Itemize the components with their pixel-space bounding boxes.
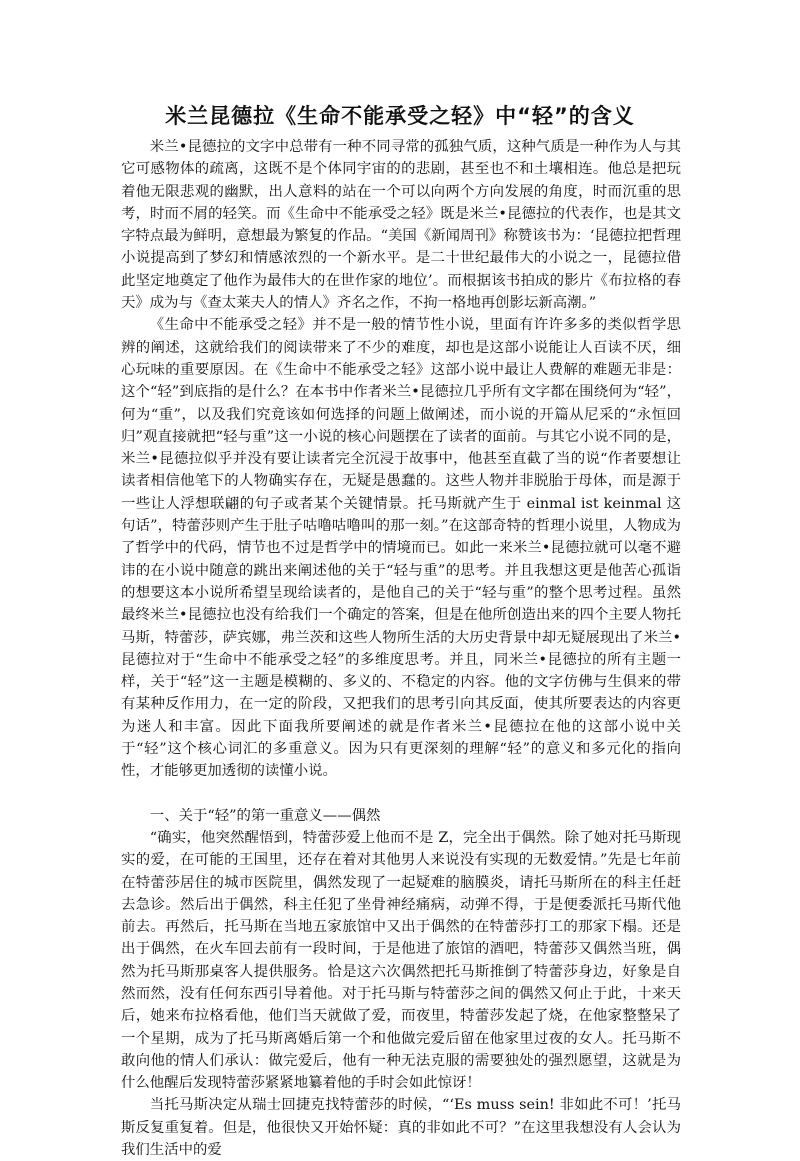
body-paragraph: 《生命中不能承受之轻》并不是一般的情节性小说，里面有许许多多的类似哲学思辨的阐述，这就给我们的阅读带来了不少的难度，却也是这部小说能让人百读不厌，细心玩味的重要原因。在《生命中不能承受之轻》这部小说中最让人费解的难题无非是：这个“轻”到底指的是什么？在本书中作者米兰•昆德拉几乎所有文字都在围绕何为“轻”，何为“重”，以及我们究竟该如何选择的问题上做阐述，而小说的开篇从尼采的“永恒回归”观直接就把“轻与重”这一小说的核心问题摆在了读者的面前。与其它小说不同的是，米兰•昆德拉似乎并没有要让读者完全沉浸于故事中，他甚至直截了当的说“作者要想让读者相信他笔下的人物确实存在，无疑是愚蠢的。这些人物并非脱胎于母体，而是源于一些让人浮想联翩的句子或者某个关键情景。托马斯就产生于 einmal ist keinmal 这句话”，特蕾莎则产生于肚子咕噜咕噜叫的那一刻。”在这部奇特的哲理小说里，人物成为了哲学中的代码，情节也不过是哲学中的情境而已。如此一来米兰•昆德拉就可以毫不避讳的在小说中随意的跳出来阐述他的关于“轻与重”的思考。并且我想这更是他苦心孤诣的想要这本小说所希望呈现给读者的，是他自己的关于“轻与重”的整个思考过程。虽然最终米兰•昆德拉也没有给我们一个确定的答案，但是在他所创造出来的四个主要人物托马斯，特蕾莎，萨宾娜，弗兰茨和这些人物所生活的大历史背景中却无疑展现出了米兰•昆德拉对于“生命中不能承受之轻”的多维度思考。并且，同米兰•昆德拉的所有主题一样，关于“轻”这一主题是模糊的、多义的、不稳定的内容。他的文字仿佛与生俱来的带有某种反作用力，在一定的阶段，又把我们的思考引向其反面，使其所要表达的内容更为迷人和丰富。因此下面我所要阐述的就是作者米兰•昆德拉在他的这部小说中关于“轻”这个核心词汇的多重意义。因为只有更深刻的理解“轻”的意义和多元化的指向性，才能够更加透彻的读懂小说。 bbox=[121, 317, 681, 780]
document-body bbox=[121, 136, 681, 1161]
document-title: 米兰昆德拉《生命不能承受之轻》中“轻”的含义 bbox=[165, 104, 635, 128]
body-paragraph: 米兰•昆德拉的文字中总带有一种不同寻常的孤独气质，这种气质是一种作为人与其它可感物体的疏离，这既不是个体同宇宙的的悲剧，甚至也不和土壤相连。他总是把玩着他无限悲观的幽默，出人意料的站在一个可以向两个方向发展的角度，时而沉重的思考，时而不屑的轻笑。而《生命中不能承受之轻》既是米兰•昆德拉的代表作，也是其文字特点最为鲜明，意想最为繁复的作品。“美国《新闻周刊》称赞该书为：‘昆德拉把哲理小说提高到了梦幻和情感浓烈的一个新水平。是二十世纪最伟大的小说之一，昆德拉借此坚定地奠定了他作为最伟大的在世作家的地位’。而根据该书拍成的影片《布拉格的春天》成为与《查太莱夫人的情人》齐名之作，不拘一格地再创影坛新高潮。” bbox=[121, 139, 681, 312]
body-paragraph: 当托马斯决定从瑞士回捷克找特蕾莎的时候，“‘Es muss sein! 非如此不可！’托马斯反复重复着。但是，他很快又开始怀疑：真的非如此不可？”在这里我想没有人会认为我们生活中的爱 bbox=[121, 1097, 681, 1159]
section-heading: 一、关于“轻”的第一重意义——偶然 bbox=[149, 807, 381, 824]
body-paragraph: “确实，他突然醒悟到，特蕾莎爱上他而不是 Z，完全出于偶然。除了她对托马斯现实的爱，在可能的王国里，还存在着对其他男人来说没有实现的无数爱情。”先是七年前在特蕾莎居住的城市医院里，偶然发现了一起疑难的脑膜炎，请托马斯所在的科主任赶去急诊。然后出于偶然，科主任犯了坐骨神经痛病，动弹不得，于是便委派托马斯代他前去。再然后，托马斯在当地五家旅馆中又出于偶然的在特蕾莎打工的那家下榻。还是出于偶然，在火车回去前有一段时间，于是他进了旅馆的酒吧，特蕾莎又偶然当班，偶然为托马斯那桌客人提供服务。恰是这六次偶然把托马斯推倒了特蕾莎身边，好象是自然而然，没有任何东西引导着他。对于托马斯与特蕾莎之间的偶然又何止于此，十来天后，她来布拉格看他，他们当天就做了爱，而夜里，特蕾莎发起了烧，在他家整整呆了一个星期，成为了托马斯离婚后第一个和他做完爱后留在他家里过夜的女人。托马斯不敢向他的情人们承认：做完爱后，他有一种无法克服的需要独处的强烈愿望，这就是为什么他醒后发现特蕾莎紧紧地纂着他的手时会如此惊讶！ bbox=[121, 829, 681, 1092]
